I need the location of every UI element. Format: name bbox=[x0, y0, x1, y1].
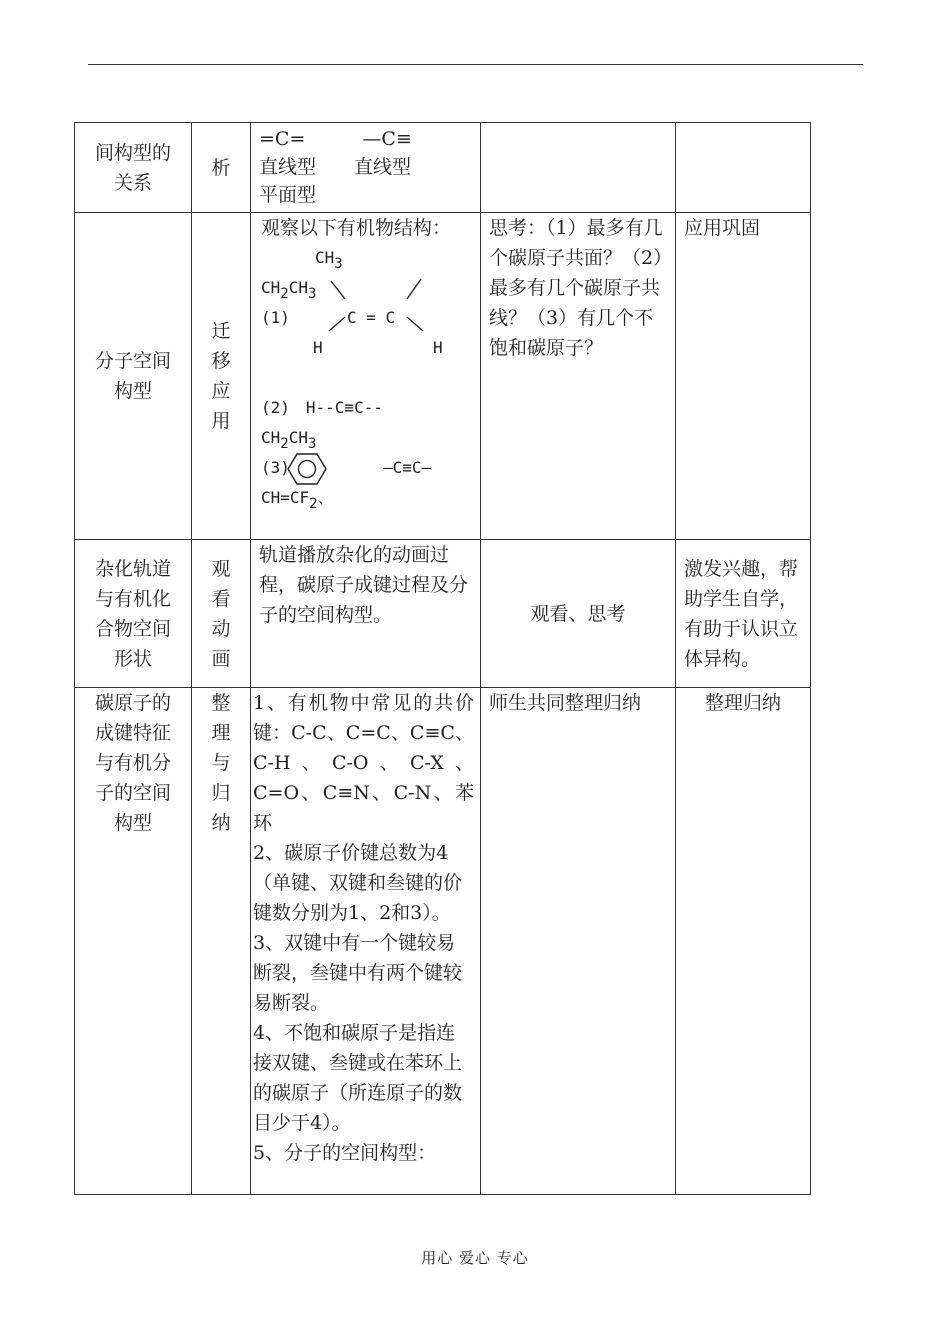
step-cell: 整理与归纳 bbox=[192, 688, 251, 1195]
benzene-ring-icon bbox=[287, 451, 327, 487]
table-row bbox=[75, 540, 811, 688]
content-line: 直线型 直线型 bbox=[259, 156, 412, 178]
topic-cell: 碳原子的成键特征与有机分子的空间构型 bbox=[75, 688, 192, 1195]
student-cell: 师生共同整理归纳 bbox=[481, 688, 676, 1195]
hydrogen-left: H bbox=[313, 338, 323, 357]
purpose-cell: 应用巩固 bbox=[676, 213, 811, 540]
purpose-cell: 激发兴趣，帮助学生自学，有助于认识立体异构。 bbox=[676, 540, 811, 688]
purpose-cell: 整理归纳 bbox=[676, 688, 811, 1195]
topic-cell: 间构型的关系 bbox=[75, 123, 192, 213]
example-3-continued: CH=CF2、 bbox=[261, 488, 334, 512]
example-2-continued: CH2CH3 bbox=[261, 428, 317, 452]
example-2: (2) H--C≡C-- bbox=[261, 398, 383, 417]
formula-ch2ch3: CH2CH3 bbox=[261, 278, 317, 302]
step-cell: 迁移应用 bbox=[192, 213, 251, 540]
content-cell bbox=[251, 688, 481, 1195]
structure-intro: 观察以下有机物结构： bbox=[261, 217, 452, 239]
content-cell bbox=[251, 123, 481, 213]
student-cell bbox=[481, 123, 676, 213]
bond-lines bbox=[259, 213, 473, 373]
table-row bbox=[75, 688, 811, 1195]
topic-cell: 杂化轨道与有机化合物空间形状 bbox=[75, 540, 192, 688]
lesson-plan-table bbox=[74, 122, 811, 1195]
step-cell: 观看动画 bbox=[192, 540, 251, 688]
header-rule bbox=[88, 64, 863, 65]
content-line: 平面型 bbox=[259, 184, 317, 206]
table-row bbox=[75, 213, 811, 540]
table-row bbox=[75, 123, 811, 213]
example-3-label: (3) bbox=[261, 458, 290, 477]
step-cell: 析 bbox=[192, 123, 251, 213]
double-bond-center: C = C bbox=[347, 308, 396, 327]
purpose-cell bbox=[676, 123, 811, 213]
content-cell: 轨道播放杂化的动画过程，碳原子成键过程及分子的空间构型。 bbox=[251, 540, 481, 688]
structure-formulas bbox=[259, 213, 472, 512]
student-cell: 观看、思考 bbox=[481, 540, 676, 688]
example-3-triple-bond: —C≡C— bbox=[383, 458, 432, 477]
content-cell bbox=[251, 213, 481, 540]
list-item: 1、有机物中常见的共价键：C-C、C=C、C≡C、C-H、C-O、C-X、C=O、C≡N、C-N、苯环 bbox=[253, 692, 474, 834]
page-footer: 用心 爱心 专心 bbox=[421, 1249, 529, 1267]
list-item: 2、碳原子价键总数为4（单键、双键和叁键的价键数分别为1、2和3）。 bbox=[253, 842, 463, 924]
list-item: 5、分子的空间构型： bbox=[253, 1142, 437, 1164]
student-cell: 思考：（1）最多有几个碳原子共面？（2）最多有几个碳原子共线？（3）有几个不饱和碳原子？ bbox=[481, 213, 676, 540]
list-item: 4、不饱和碳原子是指连接双键、叁键或在苯环上的碳原子（所连原子的数目少于4）。 bbox=[253, 1022, 463, 1134]
example-1-label: (1) bbox=[261, 308, 290, 327]
formula-ch3: CH3 bbox=[315, 248, 343, 272]
topic-cell: 分子空间构型 bbox=[75, 213, 192, 540]
list-item: 3、双键中有一个键较易断裂，叁键中有两个键较易断裂。 bbox=[253, 932, 463, 1014]
content-line: =C= —C≡ bbox=[259, 128, 412, 150]
hydrogen-right: H bbox=[433, 338, 443, 357]
